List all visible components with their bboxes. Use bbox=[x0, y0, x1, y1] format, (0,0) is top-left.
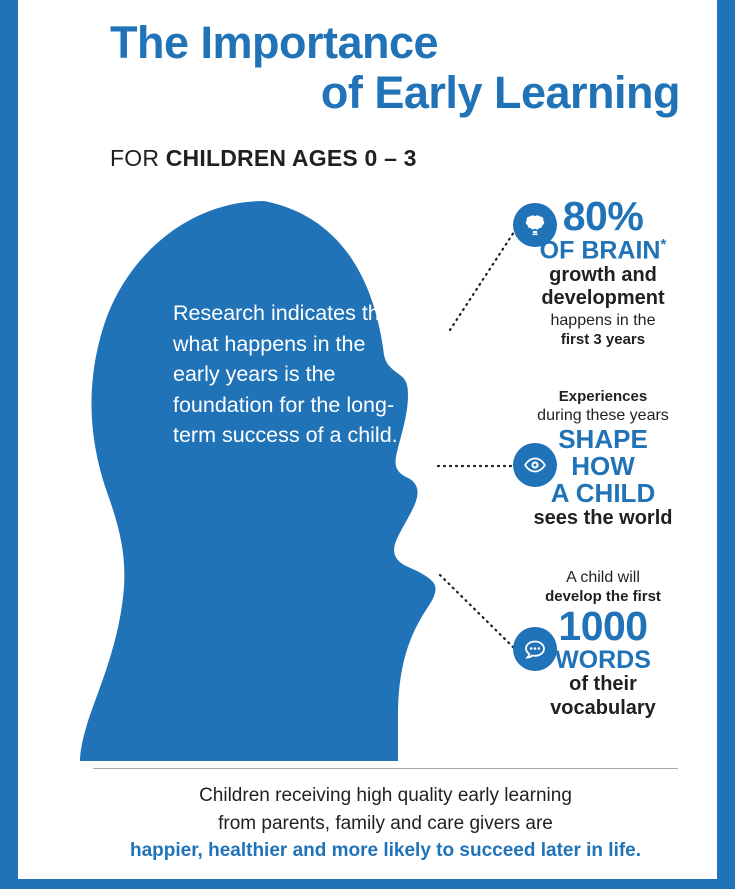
stat-3-lead-bold: develop the first bbox=[545, 587, 661, 605]
stat-3-label-blue: WORDS bbox=[555, 645, 651, 674]
stat-1-label-bold: growth and development bbox=[541, 263, 665, 310]
left-accent-bar bbox=[0, 0, 18, 889]
stat-3-lead-small: A child will bbox=[566, 569, 640, 586]
poster-content-area bbox=[18, 0, 717, 879]
footer-line-2: from parents, family and care givers are bbox=[218, 812, 553, 834]
stat-2-trailing-bold: sees the world bbox=[533, 506, 673, 529]
bottom-accent-bar bbox=[0, 879, 735, 889]
subtitle-bold-text: CHILDREN AGES 0 – 3 bbox=[165, 145, 417, 171]
stat-2-lead-small: during these years bbox=[537, 407, 669, 425]
quote-text: Research indicates that what happens in the early years is the foundation for the long-term success of a child. bbox=[173, 301, 398, 448]
footer-divider bbox=[93, 768, 678, 769]
stat-2-blue-line-1: SHAPE bbox=[558, 423, 648, 454]
subtitle bbox=[110, 145, 417, 172]
stat-2-blue-line-3: A CHILD bbox=[550, 477, 656, 508]
stat-3-number: 1000 bbox=[558, 602, 648, 649]
title-line-2: of Early Learning bbox=[320, 67, 680, 119]
stat-3-trailing-bold-1: of their bbox=[569, 673, 637, 696]
stat-2-blue-line-2: HOW bbox=[571, 450, 635, 481]
page-title bbox=[90, 18, 690, 119]
stat-block-eye bbox=[488, 388, 718, 531]
stat-1-number: 80% bbox=[562, 193, 644, 239]
footer-line-1: Children receiving high quality early learning bbox=[199, 785, 572, 806]
subtitle-light-text: FOR bbox=[110, 145, 166, 171]
stat-2-lead-bold: Experiences bbox=[558, 388, 648, 405]
stat-1-label-small: happens in the bbox=[550, 312, 656, 330]
title-line-1: The Importance bbox=[110, 17, 439, 68]
footer-line-3: happier, healthier and more likely to succeed later in life. bbox=[129, 840, 642, 862]
stat-1-asterisk: * bbox=[660, 236, 667, 253]
stat-block-words bbox=[488, 568, 718, 721]
footer-text bbox=[78, 782, 693, 865]
stat-3-trailing-bold-2: vocabulary bbox=[550, 696, 656, 719]
child-head-silhouette bbox=[68, 195, 468, 765]
stat-1-label-blue-text: OF BRAIN bbox=[539, 236, 661, 265]
stat-1-label-blue bbox=[488, 237, 718, 264]
stat-1-label-small-bold: first 3 years bbox=[560, 330, 646, 348]
stat-block-brain bbox=[488, 193, 718, 349]
